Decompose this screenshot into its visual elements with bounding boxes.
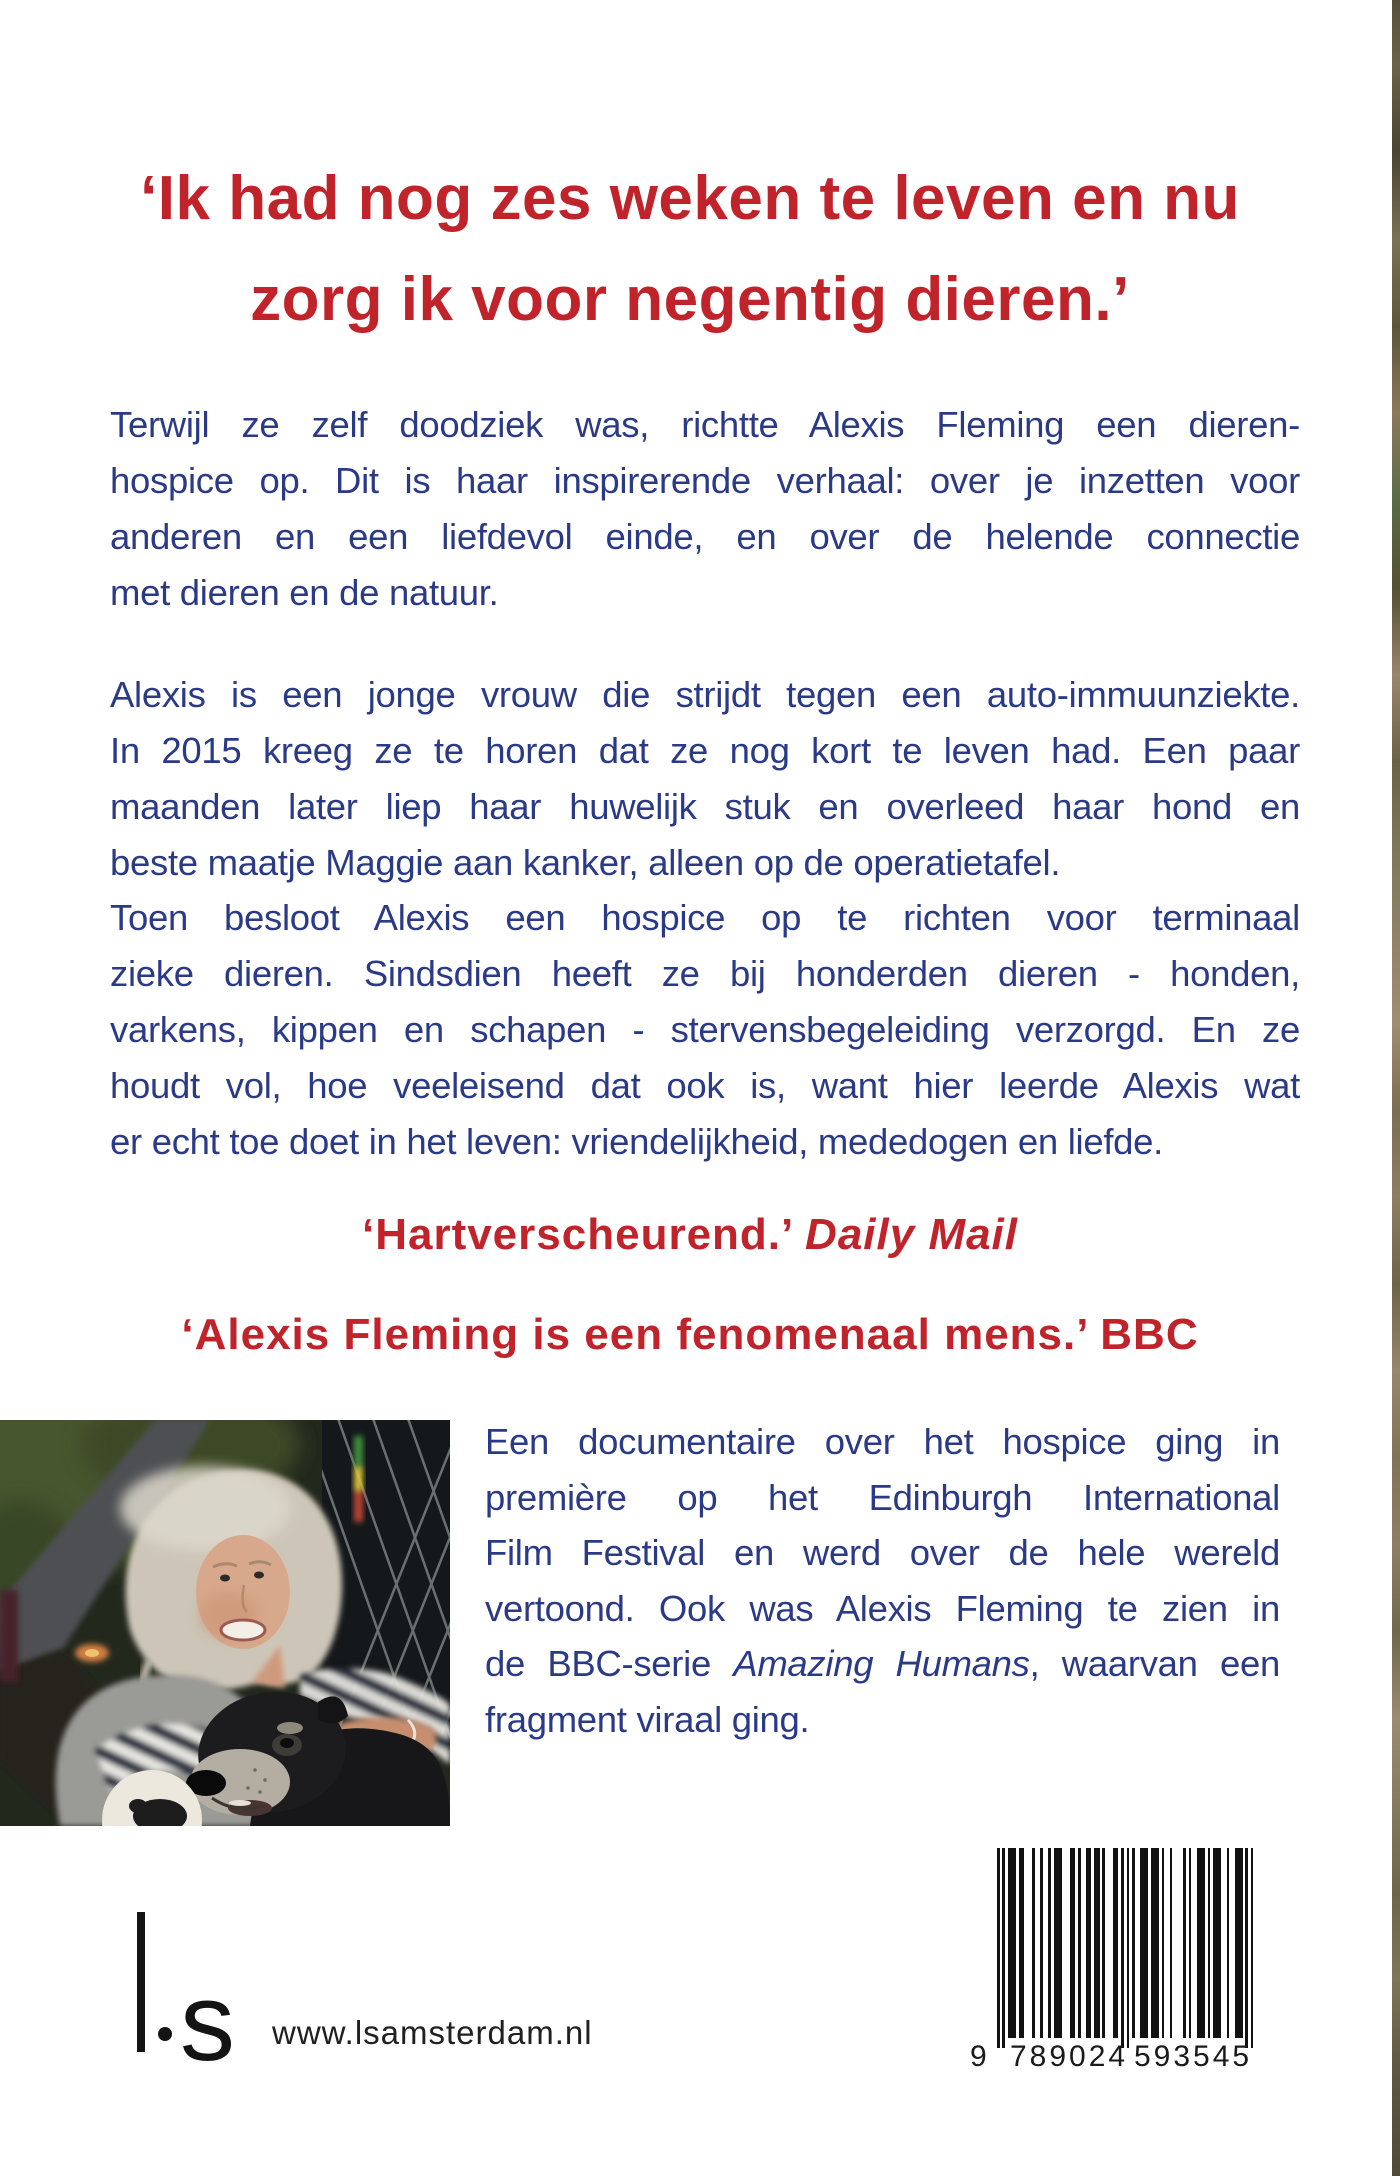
tagline-line-2: zorg ik voor negentig dieren.’ bbox=[250, 265, 1130, 334]
cover-tagline bbox=[60, 148, 1320, 350]
publisher-logo-l-bar bbox=[137, 1912, 145, 2052]
barcode-digits-left: 789024 bbox=[1010, 2040, 1129, 2073]
barcode bbox=[970, 1848, 1254, 2073]
cover-photo bbox=[0, 1420, 450, 1826]
synopsis-paragraph-3: Toen besloot Alexis een hospice op te richten voor terminaal zieke dieren. Sindsdien heeft ze bij honderden dieren - honden, varkens, kippen en schapen - stervensbegeleiding verzorgd. En ze houdt vol, hoe veeleisend dat ook is, want hier leerde Alexis wat er echt toe doet in het leven: vriendelijkheid, mededogen en liefde. bbox=[110, 897, 1300, 1162]
barcode-digit-lead: 9 bbox=[970, 2040, 987, 2073]
tagline-line-1: ‘Ik had nog zes weken te leven en nu bbox=[140, 164, 1240, 233]
documentary-paragraph: Een documentaire over het hospice ging in première op het Edinburgh International Film Festival en werd over de hele wereld vertoond. Ook was Alexis Fleming te zien in de BBC-serie Amazing Humans, waarvan een fragment viraal ging. bbox=[485, 1421, 1280, 1740]
synopsis-paragraph-2: Alexis is een jonge vrouw die strijdt tegen een auto-immuunziekte. In 2015 kreeg ze te horen dat ze nog kort te leven had. Een paar maanden later liep haar huwelijk stuk en overleed haar hond en beste maatje Maggie aan kanker, alleen op de operatietafel. bbox=[110, 674, 1300, 883]
publisher-logo-s: s bbox=[180, 1961, 235, 2084]
barcode-digits-right: 593545 bbox=[1134, 2040, 1253, 2073]
publisher-website-url: www.lsamsterdam.nl bbox=[272, 2014, 593, 2051]
photo-illustration bbox=[0, 1420, 450, 1826]
publisher-logo-dot bbox=[158, 2027, 172, 2041]
synopsis-paragraph-1: Terwijl ze zelf doodziek was, richtte Alexis Fleming een dieren- hospice op. Dit is haar inspirerende verhaal: over je inzetten voor anderen en een liefdevol einde, en over de helende connectie met dieren en de natuur. bbox=[110, 404, 1300, 613]
background-table-strip bbox=[1392, 0, 1400, 2176]
press-quote-daily-mail: ‘Hartverscheurend.’ Daily Mail bbox=[361, 1210, 1019, 1259]
press-quote-bbc: ‘Alexis Fleming is een fenomenaal mens.’ BBC bbox=[181, 1310, 1199, 1359]
photo-lanyard bbox=[354, 1436, 363, 1522]
